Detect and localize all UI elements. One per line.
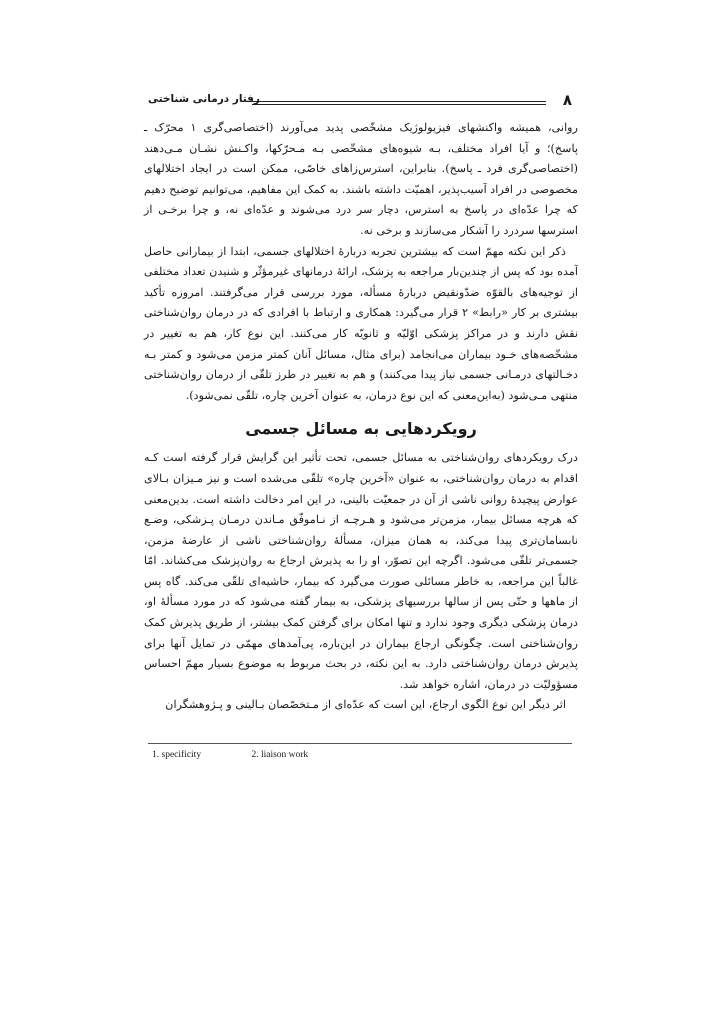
paragraph: ذکر این نکته مهمّ است که بیشترین تجربه دربارهٔ اختلالهای جسمی، ابتدا از بیمارانی حاصل آمده بود که پس از چندین‌بار مراجعه به پزشک، ارائهٔ درمانهای غیرمؤثّر و شنیدن تعداد مختلفی از توجیه‌های بالقوّه ضدّونقیض دربارهٔ مسأله، مورد بررسی قرار می‌گرفتند. امروزه تأکید بیشتری بر کار «رابط» ۲ قرار می‌گیرد: همکاری و ارتباط با افرادی که در درمان روان‌شناختی نقش دارند و در مراکز پزشکی اوّلیّه و ثانویّه کار می‌کنند. این نوع کار، هم به تغییر در مشخّصه‌های خـود بیماران می‌انجامد (برای مثال، مسائل آنان کمتر مزمن می‌شود و کمتر بـه دخـالتهای درمـانی جسمی نیاز پیدا می‌کنند) و هم به تغییر در طرز تلقّی از درمان روان‌شناختی منتهی مـی‌شود (به‌این‌معنی که این نوع درمان، به عنوان آخرین چاره، تلقّی نمی‌شود).	[144, 244, 579, 402]
section-heading: رویکردهایی به مسائل جسمی	[245, 419, 477, 439]
running-title: رفتار درمانی شناختی	[148, 93, 260, 105]
footnotes	[152, 750, 572, 760]
paragraph: اثر دیگر این نوع الگوی ارجاع، این است که عدّه‌ای از مـتخصّصان بـالینی و پـژوهشگران	[165, 698, 566, 712]
body-text	[144, 118, 578, 716]
footnote-divider	[148, 743, 572, 744]
paragraph: درک رویکردهای روان‌شناختی به مسائل جسمی، تحت تأثیر این گرایش قرار گرفته است کـه اقدام به درمان روان‌شناختی، به عنوان «آخرین چاره» تلقّی می‌شده است و نیز مـیزان بـالای عوارض پیچیدهٔ روانی ناشی از آن در جمعیّت بالینی، در این امر دخالت داشته است. بدین‌معنی که هرچه مسائل بیمار، مزمن‌تر می‌شود و هـرچـه از نـاموفّق مـاندن درمـان پـزشکی، وضـع نابسامان‌تری پیدا می‌کند، به همان میزان، مسألهٔ روان‌شناختی ناشی از عارضهٔ مزمن، جسمی‌تر تلقّی می‌شود. اگرچه این تصوّر، او را به پذیرش ارجاع به روان‌پزشک می‌کشاند. امّا غالباً این مراجعه، به خاطر مسائلی صورت می‌گیرد که بیمار، حاشیه‌ای تلقّی می‌کند. گاه پس از ماهها و حتّی پس از سالها بررسیهای پزشکی، به بیمار گفته می‌شود که در مورد مسألهٔ او، درمان پزشکی دیگری وجود ندارد و تنها امکان برای گرفتن کمک بیشتر، از طریق پذیرش کمک روان‌شناختی است. چگونگی ارجاع بیماران در این‌باره، پی‌آمدهای مهمّی در تمایل آنها برای پذیرش درمان روان‌شناختی دارد. به این نکته، در بحث مربوط به موضوع بسیار مهمّ احساس مسؤولیّت در درمان، اشاره خواهد شد.	[144, 451, 578, 691]
page-number: ۸	[562, 91, 572, 109]
paragraph: روانی، همیشه واکنشهای فیزیولوژیک مشخّصی پدید می‌آورند (اختصاصی‌گری ۱ محرّک ـ پاسخ)؛ و آیا افراد مختلف، بـه شیوه‌های مشخّصی بـه مـحرّکها، واکـنش نشـان مـی‌دهند (اختصاصی‌گری فرد ـ پاسخ). بنابراین، استرس‌زاهای خاصّی، ممکن است در ایجاد اختلالهای مخصوصی در افراد آسیب‌پذیر، اهمیّت داشته باشند. به کمک این مفاهیم، می‌توانیم توضیح دهیم که چرا عدّه‌ای در پاسخ به استرس، دچار سر درد می‌شوند و عدّه‌ای نه، و چرا برخـی از استرسها سردرد را آشکار می‌سازند و برخی نه.	[144, 121, 578, 237]
footnote-1: 1. specificity	[152, 750, 202, 760]
footnote-2: 2. liaison work	[251, 750, 309, 760]
page-header	[148, 91, 572, 115]
header-double-rule	[252, 101, 546, 105]
